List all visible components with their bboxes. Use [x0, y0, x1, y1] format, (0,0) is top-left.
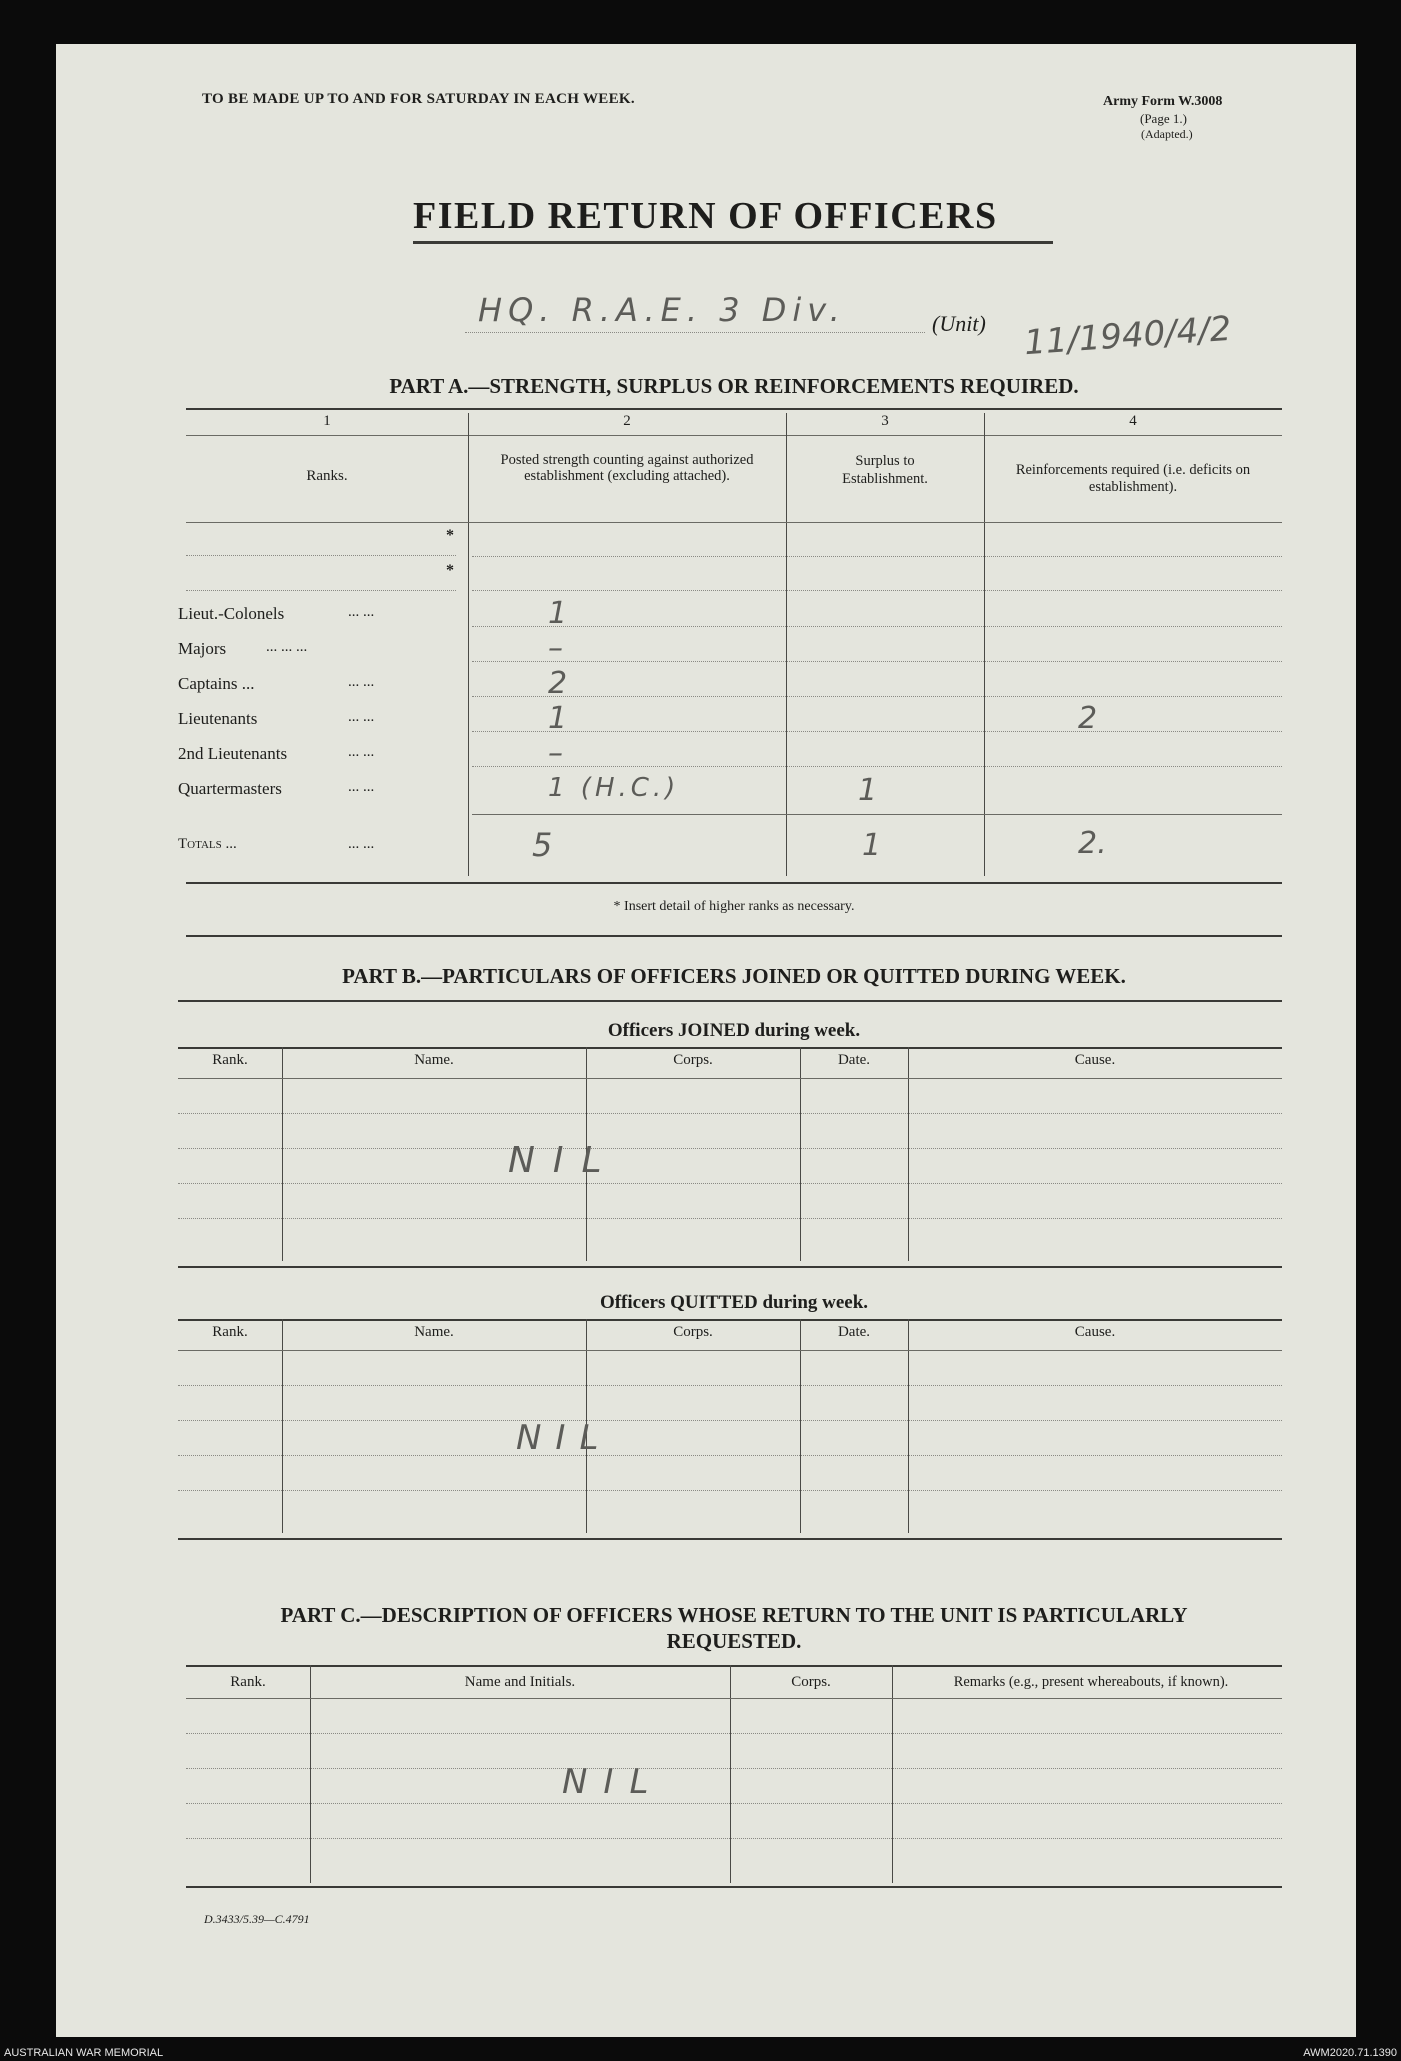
rank-row	[178, 666, 1282, 709]
rank-label: Majors	[178, 639, 227, 658]
part-c-col-rank: Rank.	[230, 1674, 266, 1690]
part-c-bottom-rule	[186, 1886, 1282, 1888]
part-c-line	[186, 1733, 1282, 1734]
posted-value: –	[548, 736, 563, 771]
archive-reference: AWM2020.71.1390	[1303, 2047, 1397, 2059]
quitted-col-corps: Corps.	[673, 1324, 713, 1340]
quitted-title: Officers QUITTED during week.	[599, 1292, 869, 1313]
grid-line-3	[472, 626, 1282, 627]
rank-dots: ... ...	[348, 779, 375, 795]
joined-col-date: Date.	[837, 1052, 871, 1068]
totals-surplus: 1	[862, 828, 882, 863]
part-c-header-rule	[186, 1698, 1282, 1699]
star-mark-1: *	[446, 527, 454, 544]
rank-dots: ... ...	[348, 674, 375, 690]
rank-dots: ... ... ...	[266, 639, 308, 655]
quitted-line	[178, 1385, 1282, 1386]
totals-dots: ... ...	[348, 836, 375, 852]
col-number-4: 4	[1129, 413, 1137, 429]
form-adapted: (Adapted.)	[1141, 127, 1193, 141]
grid-line-4	[472, 661, 1282, 662]
rank-rows	[178, 596, 1282, 808]
totals-label: Totals ...	[178, 836, 237, 852]
totals-top-rule	[472, 814, 1282, 815]
part-b-top-rule	[178, 1000, 1282, 1002]
surplus-header: Surplus to Establishment.	[842, 453, 928, 487]
star-mark-2: *	[446, 562, 454, 579]
col-number-2: 2	[623, 413, 631, 429]
joined-col-name: Name.	[414, 1052, 454, 1068]
unit-dotted-line	[465, 332, 925, 333]
quitted-header-rule	[178, 1350, 1282, 1351]
quitted-col-date: Date.	[837, 1324, 871, 1340]
rank-label: Captains ...	[178, 674, 255, 693]
joined-line	[178, 1183, 1282, 1184]
part-c-nil-entry: NIL	[562, 1762, 665, 1802]
posted-value: 1	[548, 596, 568, 631]
joined-divider-1	[282, 1047, 283, 1261]
quitted-divider-4	[908, 1319, 909, 1533]
posted-header: Posted strength counting against authorized establishment (excluding attached).	[500, 452, 754, 484]
posted-value: 1 (H.C.)	[548, 773, 680, 803]
part-c-line	[186, 1803, 1282, 1804]
col-number-3: 3	[881, 413, 889, 429]
joined-header-rule	[178, 1078, 1282, 1079]
rank-row	[178, 773, 1282, 814]
rank-label: Lieut.-Colonels	[178, 604, 285, 623]
part-a-header-rule	[186, 522, 1282, 523]
quitted-top-rule	[178, 1319, 1282, 1321]
unit-label: (Unit)	[932, 311, 986, 336]
part-a-heading: PART A.—STRENGTH, SURPLUS OR REINFORCEMENTS REQUIRED.	[389, 374, 1079, 398]
ranks-header: Ranks.	[306, 468, 348, 484]
archive-name: AUSTRALIAN WAR MEMORIAL	[4, 2047, 164, 2059]
part-a-footnote: * Insert detail of higher ranks as necessary.	[613, 899, 855, 914]
joined-divider-3	[800, 1047, 801, 1261]
part-c-col-remarks: Remarks (e.g., present whereabouts, if known).	[953, 1674, 1229, 1690]
totals-reinforcements: 2.	[1078, 826, 1107, 861]
joined-col-rank: Rank.	[212, 1052, 248, 1068]
joined-top-rule	[178, 1047, 1282, 1049]
grid-line-2	[472, 590, 1282, 591]
col-number-1: 1	[323, 413, 331, 429]
rank-dots: ... ...	[348, 709, 375, 725]
joined-nil-entry: NIL	[508, 1140, 620, 1181]
quitted-divider-3	[800, 1319, 801, 1533]
rank-row	[178, 736, 1282, 779]
title-underline	[413, 241, 1053, 244]
part-a-top-rule	[186, 408, 1282, 410]
rank-row	[178, 596, 1282, 639]
joined-col-corps: Corps.	[673, 1052, 713, 1068]
part-a-bottom-rule	[186, 882, 1282, 884]
part-c-col-name: Name and Initials.	[464, 1674, 576, 1690]
grid-line-6	[472, 731, 1282, 732]
quitted-bottom-rule	[178, 1538, 1282, 1540]
reinforcements-header: Reinforcements required (i.e. deficits on establishment).	[1015, 462, 1251, 495]
joined-bottom-rule	[178, 1266, 1282, 1268]
grid-line-5	[472, 696, 1282, 697]
quitted-col-name: Name.	[414, 1324, 454, 1340]
part-b-heading: PART B.—PARTICULARS OF OFFICERS JOINED OR QUITTED DURING WEEK.	[342, 964, 1126, 988]
joined-divider-4	[908, 1047, 909, 1261]
rank-row	[178, 701, 1282, 744]
unit-handwritten: HQ. R.A.E. 3 Div.	[478, 291, 846, 329]
form-page: (Page 1.)	[1140, 111, 1187, 126]
joined-line	[178, 1218, 1282, 1219]
joined-title: Officers JOINED during week.	[607, 1020, 861, 1041]
rank-dots: ... ...	[348, 744, 375, 760]
joined-line	[178, 1148, 1282, 1149]
page-title: FIELD RETURN OF OFFICERS	[413, 195, 998, 237]
print-code: D.3433/5.39—C.4791	[204, 1912, 310, 1926]
part-c-top-rule	[186, 1665, 1282, 1667]
rank-label: Quartermasters	[178, 779, 282, 798]
posted-value: 2	[548, 666, 568, 701]
totals-posted: 5	[532, 826, 553, 864]
instruction-text: TO BE MADE UP TO AND FOR SATURDAY IN EACH WEEK.	[202, 91, 635, 107]
rank-label: 2nd Lieutenants	[178, 744, 288, 763]
unit-reference: 11/1940/4/2	[1022, 308, 1233, 364]
quitted-col-cause: Cause.	[1074, 1324, 1116, 1340]
quitted-col-rank: Rank.	[212, 1324, 248, 1340]
part-a-end-rule	[186, 935, 1282, 937]
joined-col-cause: Cause.	[1074, 1052, 1116, 1068]
part-c-line	[186, 1838, 1282, 1839]
part-c-heading-line1: PART C.—DESCRIPTION OF OFFICERS WHOSE RETURN TO THE UNIT IS PARTICULARLY	[280, 1603, 1188, 1627]
part-c-col-corps: Corps.	[791, 1674, 831, 1690]
surplus-value: 1	[858, 773, 878, 808]
star-row-line-1	[186, 555, 456, 556]
quitted-divider-1	[282, 1319, 283, 1533]
rank-label: Lieutenants	[178, 709, 258, 728]
grid-line-1	[472, 556, 1282, 557]
star-row-line-2	[186, 590, 456, 591]
quitted-line	[178, 1490, 1282, 1491]
form-number: Army Form W.3008	[1103, 94, 1223, 109]
part-c-line	[186, 1768, 1282, 1769]
rank-dots: ... ...	[348, 604, 375, 620]
rank-row	[178, 631, 1282, 674]
col-number-rule	[186, 435, 1282, 436]
grid-line-7	[472, 766, 1282, 767]
joined-line	[178, 1113, 1282, 1114]
posted-value: 1	[548, 701, 568, 736]
quitted-line	[178, 1455, 1282, 1456]
posted-value: –	[548, 631, 563, 666]
quitted-nil-entry: NIL	[516, 1418, 613, 1458]
part-c-heading-line2: REQUESTED.	[666, 1629, 802, 1653]
reinforcements-value: 2	[1078, 701, 1098, 736]
quitted-line	[178, 1420, 1282, 1421]
